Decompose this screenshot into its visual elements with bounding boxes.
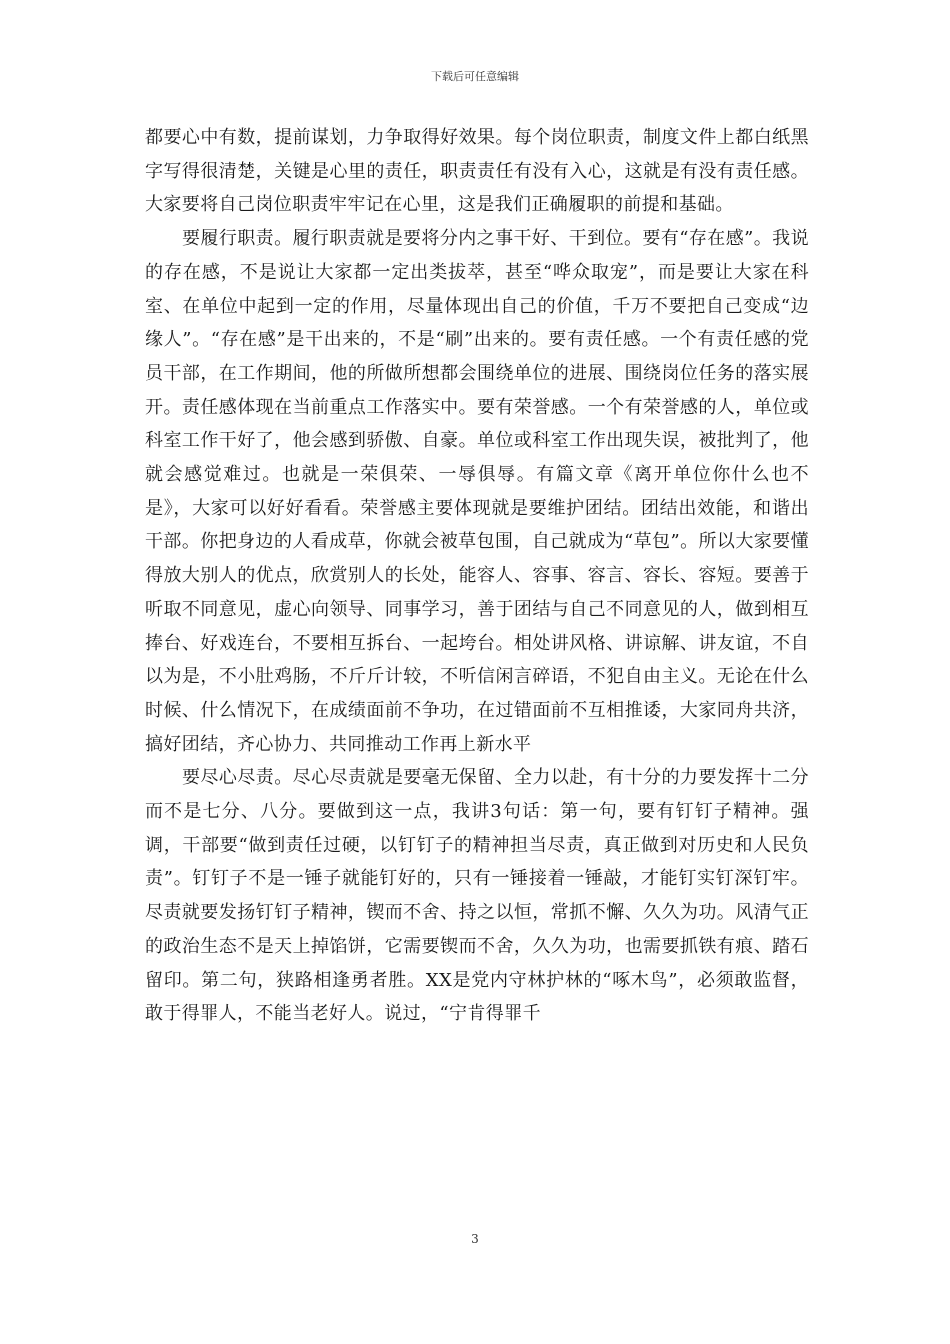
- paragraph-continuation: 都要心中有数，提前谋划，力争取得好效果。每个岗位职责，制度文件上都白纸黑字写得很清楚，关键是心里的责任，职责责任有没有入心，这就是有没有责任感。大家要将自己岗位职责牢牢记在心里，这是我们正确履职的前提和基础。: [145, 127, 809, 216]
- document-body: [145, 121, 809, 1031]
- paragraph-fulfill-duty: 要履行职责。履行职责就是要将分内之事干好、干到位。要有“存在感”。我说的存在感，不是说让大家都一定出类拔萃，甚至“哗众取宠”，而是要让大家在科室、在单位中起到一定的作用，尽量体现出自己的价值，千万不要把自己变成“边缘人”。“存在感”是干出来的，不是“刷”出来的。要有责任感。一个有责任感的党员干部，在工作期间，他的所做所想都会围绕单位的进展、围绕岗位任务的落实展开。责任感体现在当前重点工作落实中。要有荣誉感。一个有荣誉感的人，单位或科室工作干好了，他会感到骄傲、自豪。单位或科室工作出现失误，被批判了，他就会感觉难过。也就是一荣俱荣、一辱俱辱。有篇文章《离开单位你什么也不是》，大家可以好好看看。荣誉感主要体现就是要维护团结。团结出效能，和谐出干部。你把身边的人看成草，你就会被草包围，自己就成为“草包”。所以大家要懂得放大别人的优点，欣赏别人的长处，能容人、容事、容言、容长、容短。要善于听取不同意见，虚心向领导、同事学习，善于团结与自己不同意见的人，做到相互捧台、好戏连台，不要相互拆台、一起垮台。相处讲风格、讲谅解、讲友谊，不自以为是，不小肚鸡肠，不斤斤计较，不听信闲言碎语，不犯自由主义。无论在什么时候、什么情况下，在成绩面前不争功，在过错面前不互相推诿，大家同舟共济，搞好团结，齐心协力、共同推动工作再上新水平: [145, 228, 809, 755]
- page-number: 3: [471, 1232, 479, 1246]
- paragraph-dedicated-duty: 要尽心尽责。尽心尽责就是要毫无保留、全力以赴，有十分的力要发挥十二分而不是七分、八分。要做到这一点，我讲3句话：第一句，要有钉钉子精神。强调，干部要“做到责任过硬，以钉钉子的精神担当尽责，真正做到对历史和人民负责”。钉钉子不是一锤子就能钉好的，只有一锤接着一锤敲，才能钉实钉深钉牢。尽责就要发扬钉钉子精神，锲而不舍、持之以恒，常抓不懈、久久为功。风清气正的政治生态不是天上掉馅饼，它需要锲而不舍，久久为功，也需要抓铁有痕、踏石留印。第二句，狭路相逢勇者胜。XX是党内守林护林的“啄木鸟”，必须敢监督，敢于得罪人，不能当老好人。说过，“宁肯得罪千: [145, 767, 809, 1025]
- page-header: 下载后可任意编辑: [431, 70, 519, 83]
